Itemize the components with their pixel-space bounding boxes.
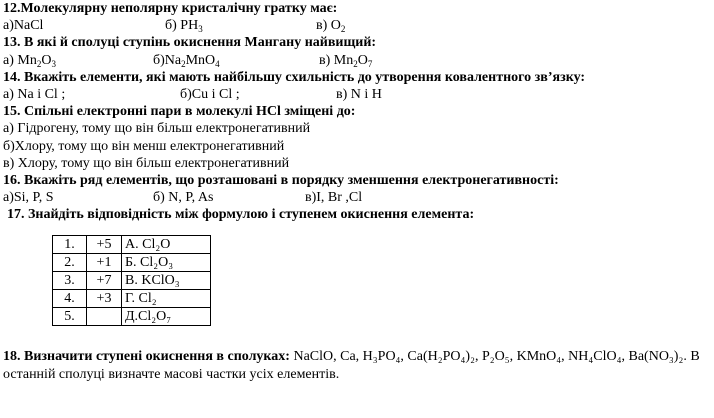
q13-option-a: а) $Mn_2O_3$ (3, 52, 56, 69)
q14-option-b: б)Cu і Cl ; (180, 86, 240, 102)
q14-option-c: в) N і H (336, 86, 382, 102)
q14-options (3, 86, 713, 103)
q17-title: 17. Знайдіть відповідність між формулою і ступенем окиснення елемента: (7, 207, 475, 223)
q17-match-table (52, 235, 211, 326)
formula-cell: Б. Cl₂O₃ (122, 254, 211, 272)
q18-block (3, 348, 713, 384)
q15-title: 15. Спільні електронні пари в молекулі HCl зміщені до: (3, 104, 356, 120)
q13-options (3, 52, 713, 69)
formula-cell: Д.Cl₂O₇ (122, 308, 211, 326)
q14-title: 14. Вкажіть елементи, які мають найбільшу схильність до утворення ковалентного зв’язку: (3, 69, 586, 85)
q18-task: В останній сполуці визначте масові частки усіх елементів. (3, 349, 700, 382)
q12-option-c: в) $O_2$ (316, 18, 346, 35)
q13-option-b: $б)Na_2MnO_4$ (153, 52, 220, 69)
q16-option-a: а)Si, P, S (3, 190, 54, 206)
q16-option-b: б) N, P, As (153, 190, 214, 206)
q13-option-c: в) $Mn_2O_7$ (319, 52, 373, 69)
q16-options (3, 189, 713, 206)
table-row (53, 254, 211, 272)
oxidation-state: +1 (87, 254, 122, 272)
q12-title: 12.Молекулярну неполярну кристалічну гратку має: (3, 1, 338, 16)
q15-option-a: а) Гідрогену, тому що він більш електронегативний (3, 121, 311, 137)
table-row (53, 236, 211, 254)
row-number: 1. (53, 236, 87, 254)
q16-title: 16. Вкажіть ряд елементів, що розташовані в порядку зменшення електронегативності: (3, 172, 559, 188)
q12-option-a: а)NaCl (3, 18, 44, 34)
q18-title: 18. Визначити ступені окиснення в сполуках: (3, 349, 290, 364)
q12-options (3, 17, 713, 34)
table-row (53, 272, 211, 290)
oxidation-state: +3 (87, 290, 122, 308)
q18-compounds: NaClO, Ca, H₃PO₄, Ca(H₂PO₄)₂, P₂O₅, KMnO₄, NH₄ClO₄, Ba(NO₃)₂. (293, 349, 687, 364)
formula-cell: Г. Cl₂ (122, 290, 211, 308)
formula-cell: В. KClO₃ (122, 272, 211, 290)
row-number: 4. (53, 290, 87, 308)
q13-title: 13. В які й сполуці ступінь окиснення Мангану найвищий: (3, 35, 377, 51)
q12-option-b: б) $PH_3$ (165, 18, 203, 35)
row-number: 3. (53, 272, 87, 290)
row-number: 5. (53, 308, 87, 326)
row-number: 2. (53, 254, 87, 272)
q16-option-c: в)I, Br ,Cl (305, 190, 363, 206)
oxidation-state: +5 (87, 236, 122, 254)
table-row (53, 308, 211, 326)
q15-option-c: в) Хлору, тому що він більш електронегативний (3, 155, 290, 171)
q15-option-b: б)Хлору, тому що він менш електронегативний (3, 138, 285, 154)
q14-option-a: а) Na і Cl ; (3, 86, 66, 102)
test-document (3, 0, 713, 223)
table-row (53, 290, 211, 308)
oxidation-state: +7 (87, 272, 122, 290)
formula-cell: А. Cl₂O (122, 236, 211, 254)
oxidation-state (87, 308, 122, 326)
